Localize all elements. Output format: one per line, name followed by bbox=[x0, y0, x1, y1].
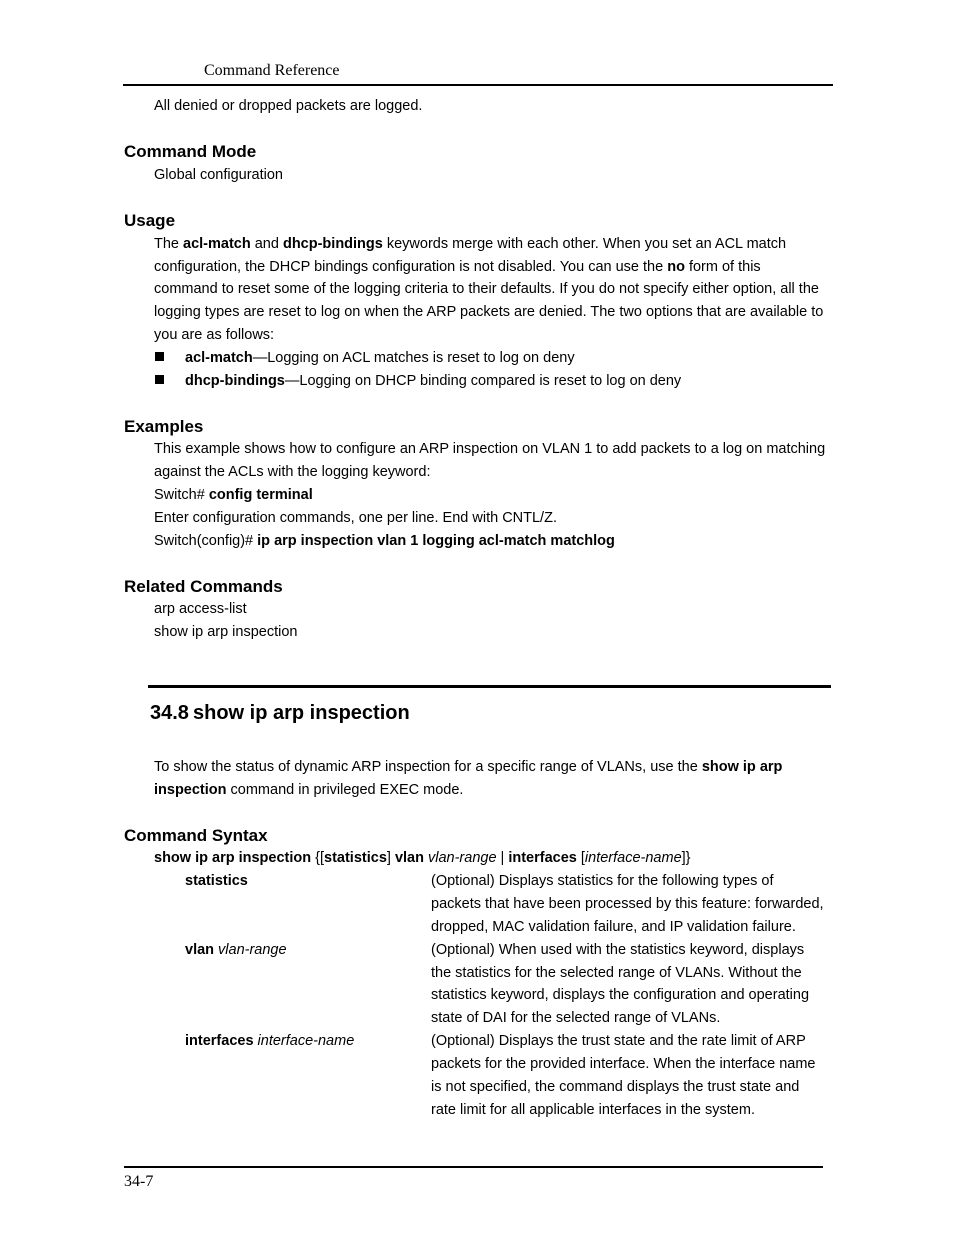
param-desc-line: (Optional) When used with the statistics keyword, displays bbox=[431, 942, 805, 958]
usage-line-3: command to reset some of the logging criteria to their defaults. If you do not specify either option, all the bbox=[154, 281, 819, 297]
param-name: interfaces interface-name bbox=[185, 1033, 355, 1049]
page-number: 34-7 bbox=[124, 1173, 154, 1190]
section-number: 34.8 bbox=[150, 702, 189, 724]
param-desc-line: state of DAI for the selected range of VLANs. bbox=[431, 1010, 721, 1026]
example-command-2: Switch(config)# ip arp inspection vlan 1 logging acl-match matchlog bbox=[154, 533, 615, 549]
usage-line-1: The acl-match and dhcp-bindings keywords merge with each other. When you set an ACL match bbox=[154, 236, 787, 252]
usage-line-5: you are as follows: bbox=[154, 327, 275, 343]
param-desc-line: packets that have been processed by this feature: forwarded, bbox=[431, 896, 824, 912]
section-rule bbox=[148, 685, 831, 688]
param-desc-line: rate limit for all applicable interfaces in the system. bbox=[431, 1102, 755, 1118]
related-command-item: show ip arp inspection bbox=[154, 624, 298, 640]
related-command-item: arp access-list bbox=[154, 601, 247, 617]
example-command-1: Switch# config terminal bbox=[154, 487, 313, 503]
param-desc-line: is not specified, the command displays the trust state and bbox=[431, 1079, 800, 1095]
running-header: Command Reference bbox=[204, 62, 340, 79]
usage-heading: Usage bbox=[124, 211, 176, 230]
param-desc-line: (Optional) Displays statistics for the following types of bbox=[431, 873, 774, 889]
examples-heading: Examples bbox=[124, 417, 204, 436]
section-desc-line-2: inspection command in privileged EXEC mode. bbox=[154, 782, 464, 798]
intro-text: All denied or dropped packets are logged. bbox=[154, 98, 423, 114]
param-desc-line: (Optional) Displays the trust state and the rate limit of ARP bbox=[431, 1033, 806, 1049]
examples-line-3: Enter configuration commands, one per line. End with CNTL/Z. bbox=[154, 510, 557, 526]
footer-rule bbox=[124, 1166, 823, 1168]
usage-line-2: configuration, the DHCP bindings configuration is not disabled. You can use the no form of this bbox=[154, 259, 761, 275]
usage-line-4: logging types are reset to log on when the ARP packets are denied. The two options that are available to bbox=[154, 304, 824, 320]
usage-bullet-item: acl-match—Logging on ACL matches is reset to log on deny bbox=[185, 350, 575, 366]
bullet-icon bbox=[155, 352, 164, 361]
param-name: statistics bbox=[185, 873, 248, 889]
param-desc-line: statistics keyword, displays the configuration and operating bbox=[431, 987, 810, 1003]
section-title: show ip arp inspection bbox=[193, 702, 410, 724]
command-syntax-heading: Command Syntax bbox=[124, 826, 268, 845]
param-desc-line: packets for the provided interface. When the interface name bbox=[431, 1056, 816, 1072]
usage-bullet-item: dhcp-bindings—Logging on DHCP binding compared is reset to log on deny bbox=[185, 373, 682, 389]
related-commands-heading: Related Commands bbox=[124, 577, 283, 596]
examples-line-2: against the ACLs with the logging keyword: bbox=[154, 464, 431, 480]
param-name: vlan vlan-range bbox=[185, 942, 287, 958]
command-mode-text: Global configuration bbox=[154, 167, 283, 183]
syntax-line: show ip arp inspection {[statistics] vlan vlan-range | interfaces [interface-name]} bbox=[154, 850, 691, 866]
bullet-icon bbox=[155, 375, 164, 384]
section-desc-line-1: To show the status of dynamic ARP inspection for a specific range of VLANs, use the show ip arp bbox=[154, 759, 783, 775]
param-desc-line: the statistics for the selected range of VLANs. Without the bbox=[431, 965, 802, 981]
param-desc-line: dropped, MAC validation failure, and IP validation failure. bbox=[431, 919, 796, 935]
header-rule bbox=[123, 84, 833, 86]
examples-line-1: This example shows how to configure an ARP inspection on VLAN 1 to add packets to a log on matching bbox=[154, 441, 826, 457]
command-mode-heading: Command Mode bbox=[124, 142, 257, 161]
